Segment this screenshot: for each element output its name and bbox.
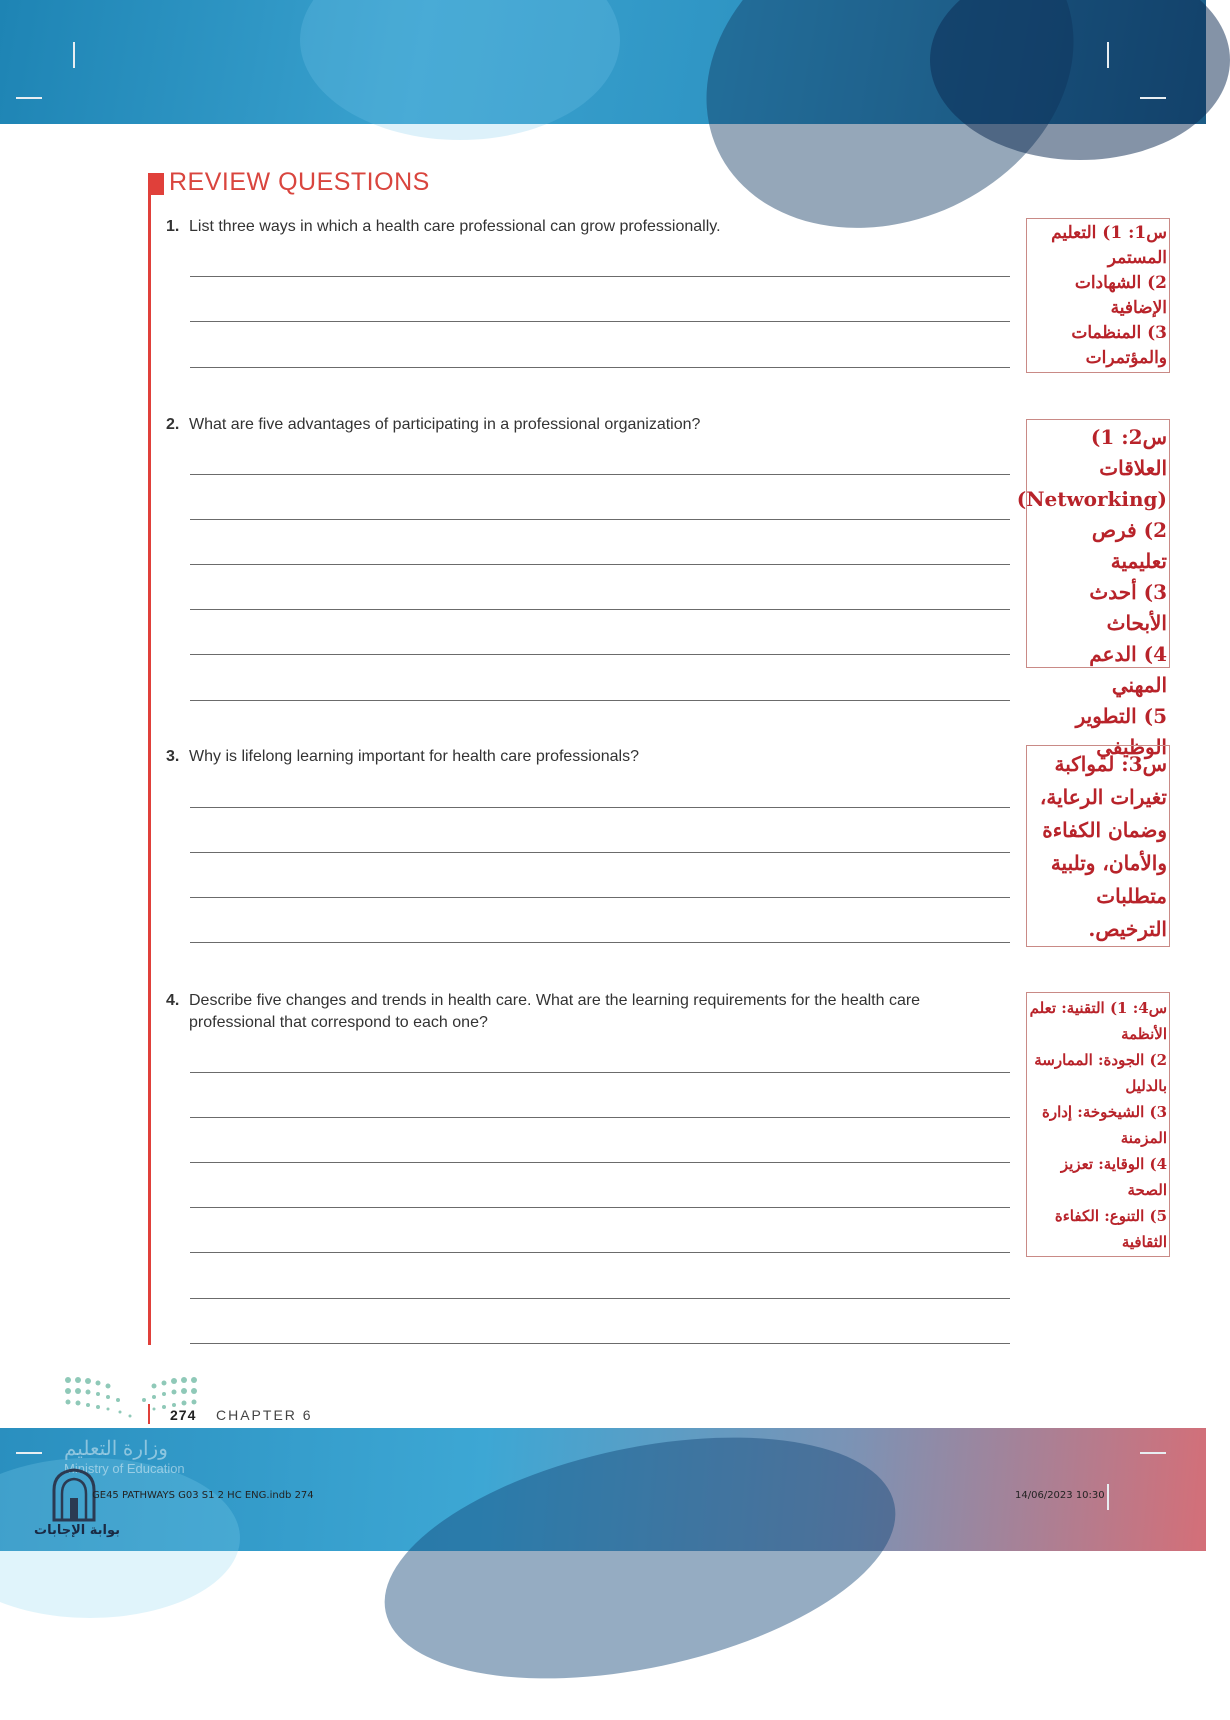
crop-mark	[1107, 42, 1109, 68]
answer-line[interactable]	[190, 474, 1010, 475]
answer-line[interactable]	[190, 519, 1010, 520]
answer-line[interactable]	[190, 1343, 1010, 1344]
page-number: 274	[170, 1407, 197, 1423]
answer-box-4	[1026, 992, 1170, 1257]
answer-line[interactable]	[190, 807, 1010, 808]
section-rule	[148, 195, 151, 1345]
answer-line[interactable]	[190, 276, 1010, 277]
crop-mark	[1140, 1452, 1166, 1454]
answer-line-text: س1: 1) التعليم المستمر	[1051, 223, 1167, 268]
answer-line[interactable]	[190, 1072, 1010, 1073]
answer-line[interactable]	[190, 1298, 1010, 1299]
ministry-name-ar: وزارة التعليم	[64, 1438, 168, 1460]
answer-line-text: 5) التنوع: الكفاءة الثقافية	[1054, 1207, 1167, 1251]
answer-line-text: 3) أحدث الأبحاث	[1089, 580, 1167, 635]
answer-line[interactable]	[190, 654, 1010, 655]
ministry-name-en: Ministry of Education	[64, 1461, 185, 1476]
question-text: Why is lifelong learning important for health care professionals?	[189, 748, 640, 765]
decor-blob	[363, 1396, 917, 1719]
answer-line[interactable]	[190, 1117, 1010, 1118]
answer-line[interactable]	[190, 321, 1010, 322]
section-marker	[148, 173, 164, 195]
answer-line-text: س3: لمواكبة تغيرات الرعاية، وضمان الكفاءة والأمان، وتلبية متطلبات الترخيص.	[1039, 752, 1167, 941]
crop-mark	[73, 42, 75, 68]
answer-line[interactable]	[190, 1207, 1010, 1208]
answer-line-text: 4) الدعم المهني	[1089, 642, 1167, 697]
answer-line-text: 3) المنظمات والمؤتمرات	[1071, 323, 1167, 368]
footer-marker	[148, 1404, 150, 1424]
question-number: 3.	[166, 748, 180, 765]
decor-blob	[300, 0, 620, 140]
answer-line[interactable]	[190, 852, 1010, 853]
answer-line-text: 2) الجودة: الممارسة بالدليل	[1034, 1051, 1167, 1095]
question-number: 1.	[166, 218, 180, 235]
answer-line-text: س4: 1) التقنية: تعلم الأنظمة	[1029, 999, 1167, 1043]
answer-line[interactable]	[190, 942, 1010, 943]
answer-line-text: 3) الشيخوخة: إدارة المزمنة	[1041, 1103, 1167, 1147]
print-info: GE45 PATHWAYS G03 S1 2 HC ENG.indb 274	[92, 1490, 314, 1501]
answer-box-3	[1026, 745, 1170, 947]
question-text: Describe five changes and trends in health care. What are the learning requirements for the health care	[189, 992, 921, 1009]
crop-mark	[1107, 1484, 1109, 1510]
top-banner	[0, 0, 1206, 124]
question-text-continued: professional that correspond to each one?	[189, 1014, 488, 1031]
question-number: 2.	[166, 416, 180, 433]
question-3	[166, 746, 986, 768]
answer-line[interactable]	[190, 367, 1010, 368]
answer-line-text: س2: 1) العلاقات (Networking)	[1016, 425, 1167, 511]
answer-line-text: 5) التطوير الوظيفي	[1075, 704, 1167, 759]
answer-line[interactable]	[190, 609, 1010, 610]
answer-line-text: 2) الشهادات الإضافية	[1074, 273, 1167, 318]
question-number: 4.	[166, 992, 180, 1009]
question-1	[166, 216, 986, 238]
crop-mark	[16, 97, 42, 99]
decor-blob	[0, 1458, 240, 1618]
question-2	[166, 414, 986, 436]
answer-box-2	[1016, 419, 1170, 759]
print-date: 14/06/2023 10:30	[1015, 1490, 1105, 1501]
answers-portal-label: بوابة الإجابات	[34, 1523, 120, 1538]
answer-line-text: 2) فرص تعليمية	[1091, 518, 1167, 573]
answer-line[interactable]	[190, 1252, 1010, 1253]
gate-logo-icon	[50, 1466, 98, 1522]
answer-line[interactable]	[190, 564, 1010, 565]
answer-line[interactable]	[190, 1162, 1010, 1163]
answer-line[interactable]	[190, 897, 1010, 898]
question-text: What are five advantages of participating in a professional organization?	[189, 416, 701, 433]
crop-mark	[1140, 97, 1166, 99]
chapter-label: CHAPTER 6	[216, 1407, 313, 1423]
answer-box-1	[1026, 218, 1170, 373]
question-4	[166, 990, 986, 1034]
answer-line[interactable]	[190, 700, 1010, 701]
section-title: REVIEW QUESTIONS	[169, 168, 430, 196]
question-text: List three ways in which a health care professional can grow professionally.	[189, 218, 721, 235]
crop-mark	[16, 1452, 42, 1454]
answer-line-text: 4) الوقاية: تعزيز الصحة	[1060, 1155, 1167, 1199]
